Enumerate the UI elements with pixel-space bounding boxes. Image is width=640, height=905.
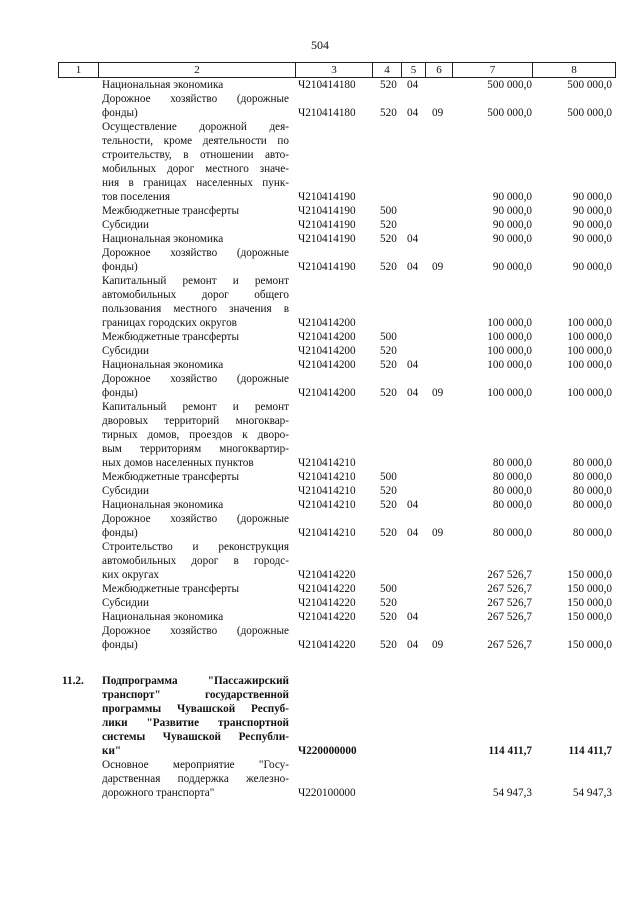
expense-type: 520	[380, 359, 397, 371]
description-line: тирных домов, проездов к дворо-	[102, 429, 289, 441]
expense-type: 520	[380, 611, 397, 623]
table-row	[0, 470, 640, 484]
description-line: дворовых территорий многоквар-	[102, 415, 289, 427]
description-line: Национальная экономика	[102, 611, 224, 623]
target-code: Ч210414200	[298, 359, 356, 371]
description-line: тов поселения	[102, 191, 171, 203]
row-description	[102, 582, 289, 596]
target-code: Ч210414200	[298, 317, 356, 329]
amount-col-8: 150 000,0	[567, 639, 612, 651]
description-line: Национальная экономика	[102, 359, 224, 371]
description-line: Капитальный ремонт и ремонт	[102, 401, 289, 413]
table-row	[0, 610, 640, 624]
amount-col-8: 150 000,0	[567, 611, 612, 623]
expense-type: 500	[380, 583, 397, 595]
amount-col-7: 54 947,3	[492, 787, 532, 799]
description-line: мобильных дорог местного значе-	[102, 163, 289, 175]
row-description	[102, 274, 289, 330]
target-code: Ч210414200	[298, 387, 356, 399]
row-description	[102, 204, 289, 218]
table-row	[0, 232, 640, 246]
table-row	[0, 92, 640, 120]
expense-type: 520	[380, 107, 397, 119]
row-description	[102, 758, 289, 800]
target-code: Ч210414190	[298, 219, 356, 231]
amount-col-7: 500 000,0	[487, 79, 532, 91]
description-line: системы Чувашской Республи-	[102, 731, 289, 743]
description-line: фонды)	[102, 527, 138, 539]
target-code: Ч210414180	[298, 107, 356, 119]
table-row	[0, 582, 640, 596]
amount-col-7: 100 000,0	[487, 317, 532, 329]
description-line: Межбюджетные трансферты	[102, 331, 239, 343]
target-code: Ч210414220	[298, 639, 356, 651]
amount-col-7: 80 000,0	[492, 471, 532, 483]
amount-col-8: 100 000,0	[567, 331, 612, 343]
page-number: 504	[311, 38, 329, 52]
table-header	[58, 62, 616, 78]
description-line: Дорожное хозяйство (дорожные	[102, 247, 289, 259]
amount-col-8: 100 000,0	[567, 345, 612, 357]
amount-col-7: 90 000,0	[492, 261, 532, 273]
row-description	[102, 246, 289, 274]
section-code: 04	[407, 639, 419, 651]
row-description	[102, 218, 289, 232]
target-code: Ч210414210	[298, 485, 356, 497]
row-description	[102, 470, 289, 484]
section-code: 04	[407, 527, 419, 539]
row-description	[102, 358, 289, 372]
amount-col-8: 90 000,0	[572, 233, 612, 245]
header-col-5: 5	[402, 63, 426, 77]
expense-type: 520	[380, 345, 397, 357]
table-row	[0, 274, 640, 330]
amount-col-7: 80 000,0	[492, 457, 532, 469]
amount-col-7: 267 526,7	[487, 639, 532, 651]
expense-type: 520	[380, 219, 397, 231]
amount-col-8: 90 000,0	[572, 205, 612, 217]
amount-col-7: 114 411,7	[488, 745, 532, 757]
amount-col-8: 150 000,0	[567, 597, 612, 609]
amount-col-7: 100 000,0	[487, 387, 532, 399]
target-code: Ч210414190	[298, 205, 356, 217]
description-line: тельности, кроме деятельности по	[102, 135, 289, 147]
table-row	[0, 218, 640, 232]
amount-col-7: 267 526,7	[487, 583, 532, 595]
target-code: Ч210414190	[298, 191, 356, 203]
amount-col-8: 500 000,0	[567, 107, 612, 119]
table-row	[0, 596, 640, 610]
row-description	[102, 330, 289, 344]
expense-type: 520	[380, 261, 397, 273]
subsection-code: 09	[432, 527, 444, 539]
amount-col-8: 80 000,0	[572, 499, 612, 511]
section-code: 04	[407, 359, 419, 371]
target-code: Ч210414220	[298, 611, 356, 623]
subsection-code: 09	[432, 639, 444, 651]
amount-col-8: 150 000,0	[567, 569, 612, 581]
section-code: 04	[407, 611, 419, 623]
description-line: Межбюджетные трансферты	[102, 471, 239, 483]
subsection-code: 09	[432, 261, 444, 273]
amount-col-8: 150 000,0	[567, 583, 612, 595]
description-line: лики "Развитие транспортной	[102, 717, 289, 729]
table-row	[0, 246, 640, 274]
row-description	[102, 624, 289, 652]
amount-col-7: 80 000,0	[492, 499, 532, 511]
section-code: 04	[407, 499, 419, 511]
expense-type: 520	[380, 639, 397, 651]
target-code: Ч210414220	[298, 569, 356, 581]
row-description	[102, 232, 289, 246]
row-description	[102, 540, 289, 582]
amount-col-8: 90 000,0	[572, 219, 612, 231]
amount-col-8: 54 947,3	[572, 787, 612, 799]
description-line: границах городских округов	[102, 317, 237, 329]
description-line: ки"	[102, 745, 122, 757]
amount-col-7: 267 526,7	[487, 569, 532, 581]
expense-type: 520	[380, 485, 397, 497]
section-code: 04	[407, 79, 419, 91]
amount-col-8: 80 000,0	[572, 457, 612, 469]
table-row	[0, 540, 640, 582]
description-line: программы Чувашской Респуб-	[102, 703, 289, 715]
description-line: Субсидии	[102, 597, 149, 609]
amount-col-7: 80 000,0	[492, 527, 532, 539]
amount-col-8: 100 000,0	[567, 359, 612, 371]
table-row	[0, 204, 640, 218]
description-line: Национальная экономика	[102, 233, 224, 245]
subsection-code: 09	[432, 387, 444, 399]
table-row	[0, 358, 640, 372]
target-code: Ч210414200	[298, 345, 356, 357]
expense-type: 520	[380, 233, 397, 245]
description-line: фонды)	[102, 639, 138, 651]
description-line: Субсидии	[102, 345, 149, 357]
header-col-2: 2	[99, 63, 296, 77]
subsection-code: 09	[432, 107, 444, 119]
description-line: фонды)	[102, 107, 138, 119]
target-code: Ч220000000	[298, 745, 357, 757]
amount-col-8: 100 000,0	[567, 317, 612, 329]
row-description	[102, 498, 289, 512]
description-line: Национальная экономика	[102, 499, 224, 511]
description-line: Основное мероприятие "Госу-	[102, 759, 289, 771]
row-description	[102, 372, 289, 400]
table-row	[0, 624, 640, 652]
table-row	[0, 674, 640, 758]
row-description	[102, 400, 289, 470]
amount-col-7: 90 000,0	[492, 219, 532, 231]
row-description	[102, 596, 289, 610]
header-col-3: 3	[296, 63, 373, 77]
description-line: ния в границах населенных пунк-	[102, 177, 289, 189]
description-line: Дорожное хозяйство (дорожные	[102, 625, 289, 637]
expense-type: 520	[380, 499, 397, 511]
description-line: автомобильных дорог общего	[102, 289, 289, 301]
amount-col-7: 100 000,0	[487, 345, 532, 357]
section-code: 04	[407, 261, 419, 273]
expense-type: 500	[380, 205, 397, 217]
description-line: строительству, в отношении авто-	[102, 149, 289, 161]
row-description	[102, 674, 289, 758]
amount-col-7: 267 526,7	[487, 611, 532, 623]
section-number: 11.2.	[62, 675, 84, 687]
target-code: Ч220100000	[298, 787, 356, 799]
section-code: 04	[407, 107, 419, 119]
description-line: Дорожное хозяйство (дорожные	[102, 373, 289, 385]
table-row	[0, 344, 640, 358]
description-line: Осуществление дорожной дея-	[102, 121, 289, 133]
description-line: Межбюджетные трансферты	[102, 205, 239, 217]
expense-type: 520	[380, 387, 397, 399]
table-row	[0, 372, 640, 400]
amount-col-7: 80 000,0	[492, 485, 532, 497]
header-col-8: 8	[533, 63, 616, 77]
description-line: Капитальный ремонт и ремонт	[102, 275, 289, 287]
amount-col-8: 114 411,7	[568, 745, 612, 757]
amount-col-8: 80 000,0	[572, 527, 612, 539]
description-line: дорожного транспорта"	[102, 787, 215, 799]
description-line: ких округах	[102, 569, 160, 581]
amount-col-7: 100 000,0	[487, 359, 532, 371]
section-code: 04	[407, 387, 419, 399]
table-row	[0, 78, 640, 92]
row-description	[102, 484, 289, 498]
target-code: Ч210414200	[298, 331, 356, 343]
target-code: Ч210414220	[298, 597, 356, 609]
amount-col-8: 90 000,0	[572, 261, 612, 273]
description-line: Дорожное хозяйство (дорожные	[102, 93, 289, 105]
target-code: Ч210414220	[298, 583, 356, 595]
description-line: транспорт" государственной	[102, 689, 289, 701]
description-line: Межбюджетные трансферты	[102, 583, 239, 595]
table-row	[0, 330, 640, 344]
table-row	[0, 498, 640, 512]
amount-col-7: 90 000,0	[492, 191, 532, 203]
amount-col-8: 80 000,0	[572, 471, 612, 483]
header-col-6: 6	[426, 63, 453, 77]
table-row	[0, 484, 640, 498]
row-description	[102, 120, 289, 204]
description-line: Строительство и реконструкция	[102, 541, 289, 553]
row-description	[102, 512, 289, 540]
target-code: Ч210414210	[298, 457, 356, 469]
description-line: ных домов населенных пунктов	[102, 457, 254, 469]
row-description	[102, 92, 289, 120]
description-line: Субсидии	[102, 485, 149, 497]
header-col-7: 7	[453, 63, 533, 77]
description-line: автомобильных дорог в городс-	[102, 555, 289, 567]
target-code: Ч210414210	[298, 471, 356, 483]
amount-col-7: 90 000,0	[492, 233, 532, 245]
expense-type: 520	[380, 597, 397, 609]
description-line: Подпрограмма "Пассажирский	[102, 675, 289, 687]
table-row	[0, 512, 640, 540]
table-row	[0, 758, 640, 800]
target-code: Ч210414180	[298, 79, 356, 91]
expense-type: 500	[380, 331, 397, 343]
row-description	[102, 78, 289, 92]
description-line: Субсидии	[102, 219, 149, 231]
table-row	[0, 400, 640, 470]
amount-col-7: 267 526,7	[487, 597, 532, 609]
target-code: Ч210414190	[298, 261, 356, 273]
row-description	[102, 610, 289, 624]
description-line: фонды)	[102, 261, 138, 273]
expense-type: 520	[380, 527, 397, 539]
description-line: Дорожное хозяйство (дорожные	[102, 513, 289, 525]
description-line: пользования местного значения в	[102, 303, 289, 315]
header-col-1: 1	[59, 63, 99, 77]
expense-type: 500	[380, 471, 397, 483]
target-code: Ч210414190	[298, 233, 356, 245]
amount-col-7: 500 000,0	[487, 107, 532, 119]
amount-col-8: 100 000,0	[567, 387, 612, 399]
section-code: 04	[407, 233, 419, 245]
target-code: Ч210414210	[298, 499, 356, 511]
amount-col-8: 80 000,0	[572, 485, 612, 497]
amount-col-7: 100 000,0	[487, 331, 532, 343]
description-line: фонды)	[102, 387, 138, 399]
amount-col-8: 90 000,0	[572, 191, 612, 203]
amount-col-8: 500 000,0	[567, 79, 612, 91]
description-line: вым территориям многоквартир-	[102, 443, 289, 455]
expense-type: 520	[380, 79, 397, 91]
target-code: Ч210414210	[298, 527, 356, 539]
row-description	[102, 344, 289, 358]
table-row	[0, 120, 640, 204]
description-line: Национальная экономика	[102, 79, 224, 91]
amount-col-7: 90 000,0	[492, 205, 532, 217]
header-col-4: 4	[373, 63, 402, 77]
description-line: дарственная поддержка железно-	[102, 773, 289, 785]
